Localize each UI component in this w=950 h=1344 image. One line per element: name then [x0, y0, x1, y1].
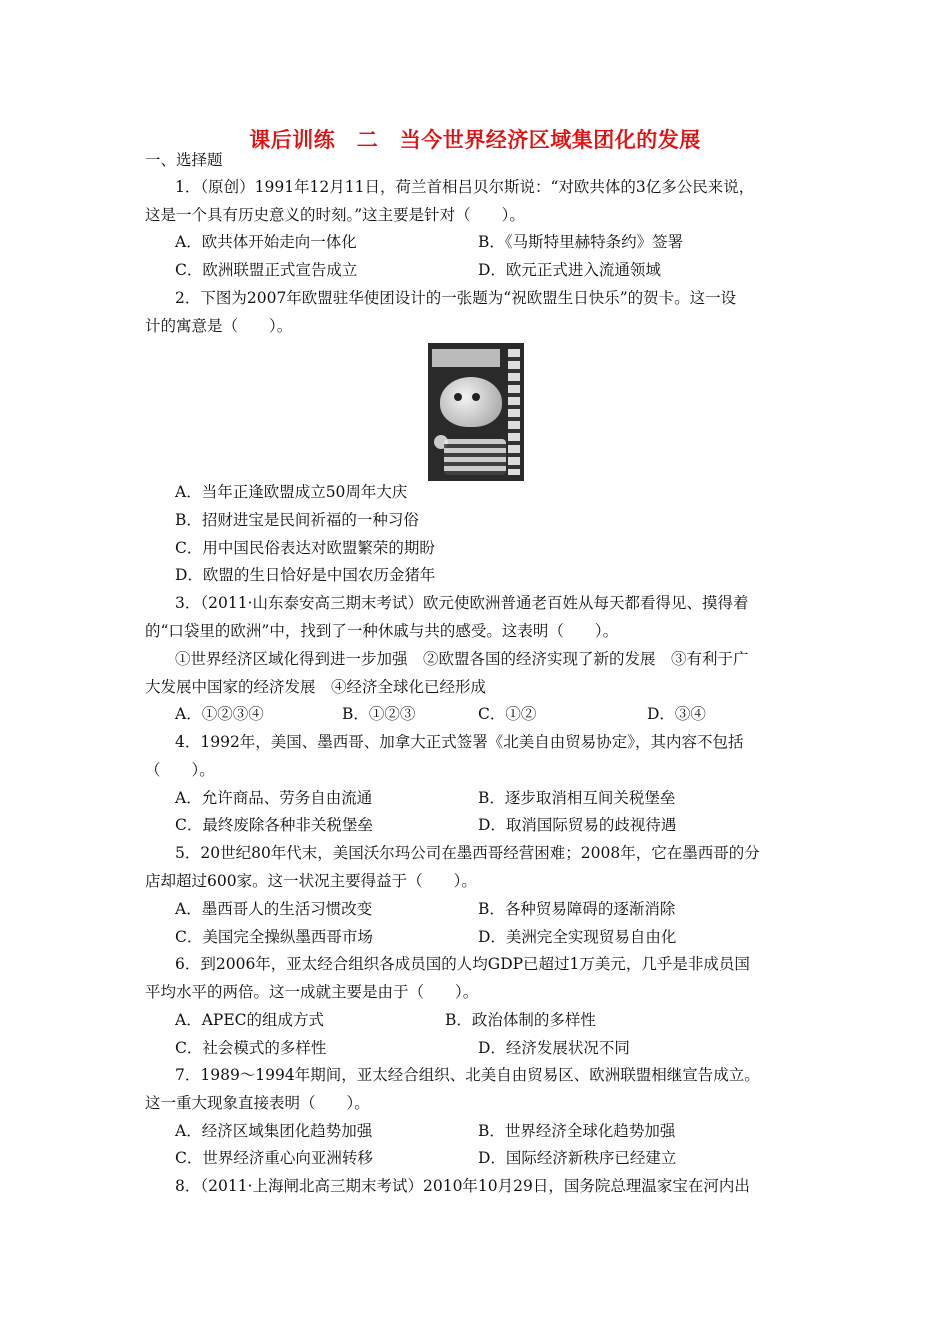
q6-option-c: C．社会模式的多样性 — [175, 1039, 327, 1057]
q7-stem-line2: 这一重大现象直接表明（ ）。 — [145, 1094, 370, 1112]
q4-option-b: B．逐步取消相互间关税堡垒 — [478, 789, 676, 807]
q5-option-d: D．美洲完全实现贸易自由化 — [478, 928, 677, 946]
q8-stem-line1: 8．（2011·上海闸北高三期末考试）2010年10月29日，国务院总理温家宝在河内出 — [175, 1177, 750, 1195]
q6-option-a: A．APEC的组成方式 — [175, 1011, 324, 1029]
card-header-band — [432, 349, 500, 367]
q1-option-c: C．欧洲联盟正式宣告成立 — [175, 261, 358, 279]
section-heading: 一、选择题 — [145, 151, 223, 169]
q6-option-d: D．经济发展状况不同 — [478, 1039, 630, 1057]
page-title: 课后训练 二 当今世界经济区域集团化的发展 — [249, 128, 701, 152]
q2-stem-line1: 2．下图为2007年欧盟驻华使团设计的一张题为“祝欧盟生日快乐”的贺卡。这一设 — [175, 289, 737, 307]
q1-option-a: A．欧共体开始走向一体化 — [175, 233, 357, 251]
q2-option-b: B．招财进宝是民间祈福的一种习俗 — [175, 511, 419, 529]
q3-option-b: B．①②③ — [342, 705, 416, 723]
q4-option-d: D．取消国际贸易的歧视待遇 — [478, 816, 677, 834]
q3-option-c: C．①② — [478, 705, 537, 723]
q2-option-c: C．用中国民俗表达对欧盟繁荣的期盼 — [175, 539, 435, 557]
q4-option-c: C．最终废除各种非关税堡垒 — [175, 816, 373, 834]
q5-option-a: A．墨西哥人的生活习惯改变 — [175, 900, 373, 918]
q2-stem-line2: 计的寓意是（ ）。 — [145, 317, 293, 335]
q6-option-b: B．政治体制的多样性 — [445, 1011, 596, 1029]
q4-stem-line2: （ ）。 — [145, 761, 215, 779]
q3-stem-line2: 的“口袋里的欧洲”中，找到了一种休戚与共的感受。这表明（ ）。 — [145, 622, 619, 640]
q5-option-b: B．各种贸易障碍的逐渐消除 — [478, 900, 676, 918]
q1-option-b: B．《马斯特里赫特条约》签署 — [478, 233, 684, 251]
q2-option-d: D．欧盟的生日恰好是中国农历金猪年 — [175, 566, 436, 584]
q1-stem-line2: 这是一个具有历史意义的时刻。”这主要是针对（ ）。 — [145, 206, 525, 224]
q7-stem-line1: 7．1989～1994年期间，亚太经合组织、北美自由贸易区、欧洲联盟相继宣告成立。 — [175, 1066, 760, 1084]
greeting-card-image — [428, 343, 524, 481]
q6-stem-line2: 平均水平的两倍。这一成就主要是由于（ ）。 — [145, 983, 479, 1001]
q3-stem-line1: 3．（2011·山东泰安高三期末考试）欧元使欧洲普通老百姓从每天都看得见、摸得着 — [175, 594, 749, 612]
q3-option-a: A．①②③④ — [175, 705, 264, 723]
q1-option-d: D．欧元正式进入流通领域 — [478, 261, 661, 279]
q7-option-a: A．经济区域集团化趋势加强 — [175, 1122, 373, 1140]
q1-stem-line1: 1．（原创）1991年12月11日，荷兰首相吕贝尔斯说：“对欧共体的3亿多公民来说， — [175, 178, 755, 196]
q3-option-d: D．③④ — [647, 705, 706, 723]
q5-stem-line2: 店却超过600家。这一状况主要得益于（ ）。 — [145, 872, 477, 890]
q4-option-a: A．允许商品、劳务自由流通 — [175, 789, 373, 807]
q4-stem-line1: 4．1992年，美国、墨西哥、加拿大正式签署《北美自由贸易协定》，其内容不包括 — [175, 733, 744, 751]
card-greeting-text-graphic — [444, 439, 506, 475]
card-side-stripe — [508, 349, 520, 475]
q2-option-a: A．当年正逢欧盟成立50周年大庆 — [175, 483, 408, 501]
q3-stem-line3: ①世界经济区域化得到进一步加强 ②欧盟各国的经济实现了新的发展 ③有利于广 — [175, 650, 749, 668]
q3-stem-line4: 大发展中国家的经济发展 ④经济全球化已经形成 — [145, 678, 487, 696]
q7-option-d: D．国际经济新秩序已经建立 — [478, 1149, 677, 1167]
pig-eye-right — [472, 393, 480, 401]
q6-stem-line1: 6．到2006年，亚太经合组织各成员国的人均GDP已超过1万美元，几乎是非成员国 — [175, 955, 750, 973]
pig-eye-left — [454, 393, 462, 401]
q7-option-b: B．世界经济全球化趋势加强 — [478, 1122, 676, 1140]
q5-stem-line1: 5．20世纪80年代末，美国沃尔玛公司在墨西哥经营困难；2008年，它在墨西哥的分 — [175, 844, 760, 862]
q7-option-c: C．世界经济重心向亚洲转移 — [175, 1149, 373, 1167]
piggy-bank-icon — [440, 377, 502, 427]
q5-option-c: C．美国完全操纵墨西哥市场 — [175, 928, 373, 946]
